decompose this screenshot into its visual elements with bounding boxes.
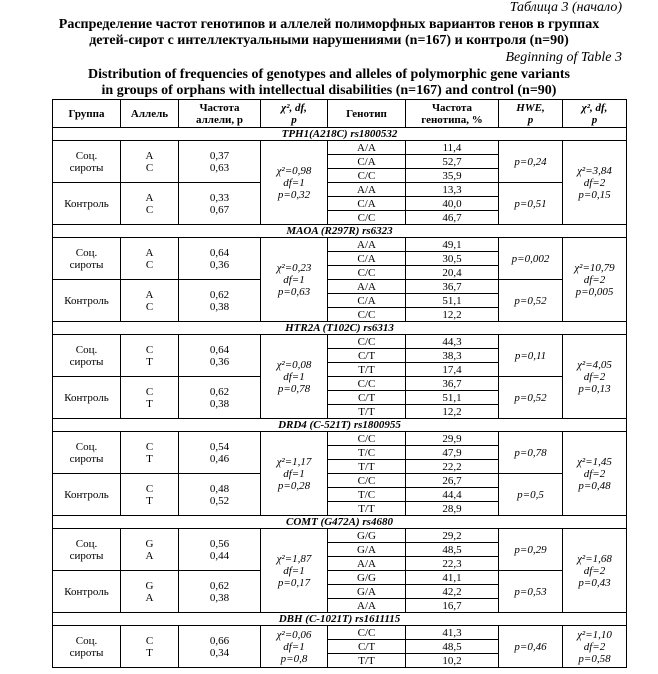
genotype: C/T [328,640,406,654]
genotype: T/T [328,460,406,474]
genotype: T/T [328,363,406,377]
genotype: A/A [328,557,406,571]
hwe-p-value: p=0,5 [499,474,563,516]
allele-pair: C T [121,335,179,377]
group-label: Соц. сироты [53,432,121,474]
genotype-frequency: 10,2 [406,654,499,668]
gene-header-row [53,419,627,432]
genotype-frequency: 49,1 [406,238,499,252]
genotype-frequency: 26,7 [406,474,499,488]
hwe-p-value: p=0,002 [499,238,563,280]
genotype: C/C [328,335,406,349]
table-row [53,280,627,294]
genotype: T/C [328,446,406,460]
genotype-frequency: 48,5 [406,543,499,557]
genotype: T/T [328,654,406,668]
genotype: C/A [328,155,406,169]
genotype: A/A [328,599,406,613]
allele-pair: A C [121,280,179,322]
hwe-p-value: p=0,51 [499,183,563,225]
group-label: Контроль [53,280,121,322]
gene-header-row [53,613,627,626]
genotype: C/A [328,294,406,308]
genotype-frequency: 22,2 [406,460,499,474]
genotype-frequency: 29,9 [406,432,499,446]
col-header-genotype: Генотип [328,100,406,128]
hwe-p-value: p=0,11 [499,335,563,377]
genotype-frequency: 12,2 [406,308,499,322]
gene-name: COMT (G472A) rs4680 [53,516,627,529]
genotype-frequency: 40,0 [406,197,499,211]
genotype: A/A [328,238,406,252]
chi-square-allele: χ²=0,08 df=1 p=0,78 [261,335,328,419]
table-row [53,141,627,155]
allele-frequency: 0,56 0,44 [179,529,261,571]
genotype-frequency: 52,7 [406,155,499,169]
genotype: G/A [328,585,406,599]
allele-frequency: 0,48 0,52 [179,474,261,516]
genotype: G/A [328,543,406,557]
genotype: C/C [328,308,406,322]
chi-square-genotype: χ²=10,79 df=2 p=0,005 [563,238,627,322]
genotype: C/T [328,391,406,405]
group-label: Соц. сироты [53,238,121,280]
genotype: C/C [328,626,406,640]
allele-pair: C T [121,377,179,419]
genotype: C/A [328,197,406,211]
genotype-frequency: 11,4 [406,141,499,155]
allele-frequency: 0,33 0,67 [179,183,261,225]
chi-square-genotype: χ²=1,45 df=2 p=0,48 [563,432,627,516]
genotype: T/T [328,405,406,419]
allele-pair: C T [121,474,179,516]
table-row [53,335,627,349]
gene-name: HTR2A (T102C) rs6313 [53,322,627,335]
genotype: C/C [328,474,406,488]
gene-name: DRD4 (C-521T) rs1800955 [53,419,627,432]
genotype-frequency: 48,5 [406,640,499,654]
group-label: Соц. сироты [53,626,121,668]
table-row [53,238,627,252]
hwe-p-value: p=0,52 [499,377,563,419]
group-label: Контроль [53,183,121,225]
genotype-frequency: 16,7 [406,599,499,613]
chi-square-allele: χ²=1,17 df=1 p=0,28 [261,432,328,516]
hwe-p-value: p=0,52 [499,280,563,322]
group-label: Соц. сироты [53,335,121,377]
gene-name: TPH1(A218C) rs1800532 [53,128,627,141]
chi-square-allele: χ²=0,06 df=1 p=0,8 [261,626,328,668]
table-row [53,626,627,640]
genotype: A/A [328,141,406,155]
genotype-frequency: 44,3 [406,335,499,349]
genotype: T/C [328,488,406,502]
col-header-allele-freq: Частота аллели, p [179,100,261,128]
chi-square-allele: χ²=1,87 df=1 p=0,17 [261,529,328,613]
gene-name: MAOA (R297R) rs6323 [53,225,627,238]
allele-frequency: 0,64 0,36 [179,335,261,377]
chi-square-genotype: χ²=3,84 df=2 p=0,15 [563,141,627,225]
gene-header-row [53,225,627,238]
genotype-frequency-table [52,99,627,668]
genotype-frequency: 38,3 [406,349,499,363]
allele-pair: A C [121,238,179,280]
allele-pair: A C [121,183,179,225]
genotype-frequency: 12,2 [406,405,499,419]
table-row [53,183,627,197]
genotype-frequency: 47,9 [406,446,499,460]
group-label: Соц. сироты [53,141,121,183]
allele-pair: C T [121,432,179,474]
genotype: A/A [328,183,406,197]
allele-frequency: 0,37 0,63 [179,141,261,183]
allele-frequency: 0,64 0,36 [179,238,261,280]
genotype-frequency: 20,4 [406,266,499,280]
genotype-frequency: 44,4 [406,488,499,502]
allele-frequency: 0,66 0,34 [179,626,261,668]
chi-square-genotype: χ²=4,05 df=2 p=0,13 [563,335,627,419]
table-row [53,474,627,488]
col-header-genotype-freq: Частота генотипа, % [406,100,499,128]
hwe-p-value: p=0,24 [499,141,563,183]
genotype: C/C [328,169,406,183]
chi-square-allele: χ²=0,98 df=1 p=0,32 [261,141,328,225]
hwe-p-value: p=0,29 [499,529,563,571]
genotype: G/G [328,571,406,585]
allele-frequency: 0,54 0,46 [179,432,261,474]
genotype-frequency: 17,4 [406,363,499,377]
col-header-group: Группа [53,100,121,128]
table-row [53,571,627,585]
col-header-chi-genotype: χ², df, p [563,100,627,128]
chi-square-genotype: χ²=1,68 df=2 p=0,43 [563,529,627,613]
genotype: C/T [328,349,406,363]
group-label: Соц. сироты [53,529,121,571]
group-label: Контроль [53,571,121,613]
genotype-frequency: 51,1 [406,391,499,405]
genotype: G/G [328,529,406,543]
hwe-p-value: p=0,53 [499,571,563,613]
gene-name: DBH (C-1021T) rs1611115 [53,613,627,626]
genotype: C/A [328,252,406,266]
gene-header-row [53,128,627,141]
genotype: T/T [328,502,406,516]
genotype-frequency: 28,9 [406,502,499,516]
header-row [53,100,627,128]
genotype-frequency: 30,5 [406,252,499,266]
col-header-chi-allele: χ², df, p [261,100,328,128]
table-row [53,529,627,543]
genotype: C/C [328,266,406,280]
title-ru-line-2: детей-сирот с интеллектуальными нарушениями (n=167) и контроля (n=90) [89,33,569,48]
genotype-frequency: 41,1 [406,571,499,585]
chi-square-allele: χ²=0,23 df=1 p=0,63 [261,238,328,322]
allele-frequency: 0,62 0,38 [179,377,261,419]
title-ru-line-1: Распределение частот генотипов и аллелей полиморфных вариантов генов в группах [58,17,600,32]
genotype: C/C [328,432,406,446]
title-en-line-2: in groups of orphans with intellectual disabilities (n=167) and control (n=90) [101,83,557,98]
gene-header-row [53,516,627,529]
allele-pair: G A [121,529,179,571]
genotype-frequency: 41,3 [406,626,499,640]
hwe-p-value: p=0,78 [499,432,563,474]
genotype-frequency: 35,9 [406,169,499,183]
genotype: C/C [328,377,406,391]
genotype-frequency: 29,2 [406,529,499,543]
allele-frequency: 0,62 0,38 [179,280,261,322]
hwe-p-value: p=0,46 [499,626,563,668]
allele-pair: A C [121,141,179,183]
group-label: Контроль [53,377,121,419]
genotype-frequency: 13,3 [406,183,499,197]
genotype: C/C [328,211,406,225]
allele-pair: C T [121,626,179,668]
genotype-frequency: 36,7 [406,377,499,391]
allele-frequency: 0,62 0,38 [179,571,261,613]
genotype-frequency: 46,7 [406,211,499,225]
chi-square-genotype: χ²=1,10 df=2 p=0,58 [563,626,627,668]
table-row [53,432,627,446]
table-label-ru: Таблица 3 (начало) [509,0,622,15]
col-header-hwe: HWE, p [499,100,563,128]
allele-pair: G A [121,571,179,613]
title-en-line-1: Distribution of frequencies of genotypes and alleles of polymorphic gene variants [88,67,570,82]
genotype-frequency: 51,1 [406,294,499,308]
genotype-frequency: 22,3 [406,557,499,571]
table-row [53,377,627,391]
group-label: Контроль [53,474,121,516]
col-header-allele: Аллель [121,100,179,128]
table-label-en: Beginning of Table 3 [505,50,622,65]
genotype: A/A [328,280,406,294]
genotype-frequency: 36,7 [406,280,499,294]
gene-header-row [53,322,627,335]
genotype-frequency: 42,2 [406,585,499,599]
